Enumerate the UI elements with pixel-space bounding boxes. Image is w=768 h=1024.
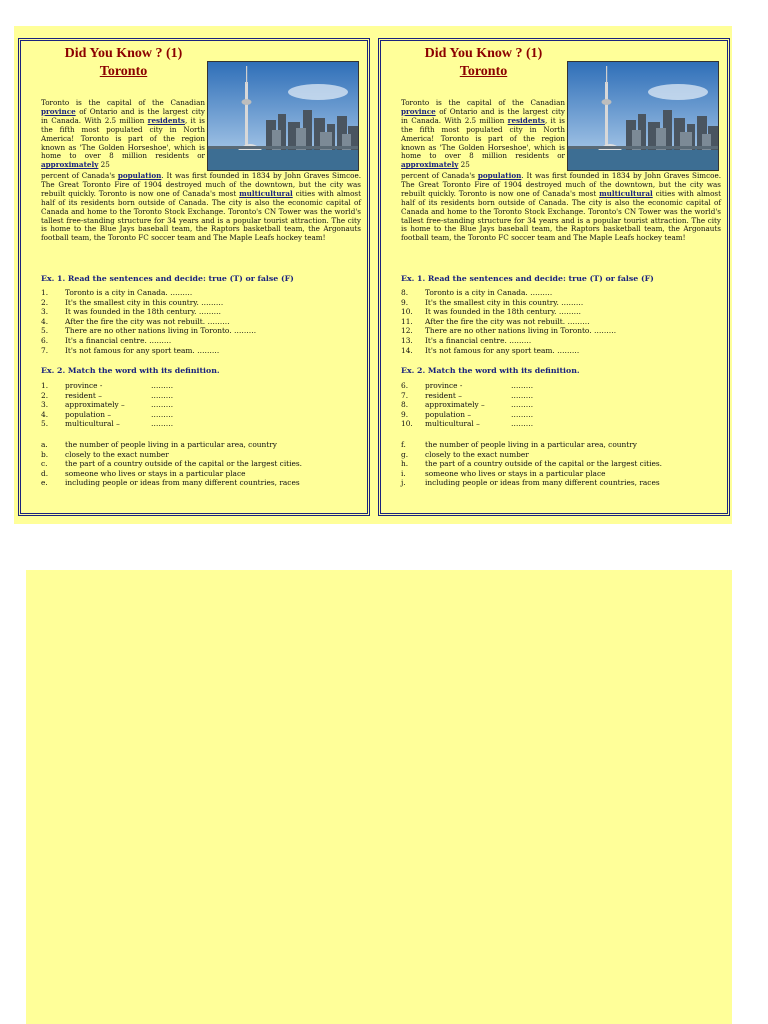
item-text: population – xyxy=(65,409,112,419)
item-number: 8. xyxy=(401,400,409,410)
item-text: approximately – xyxy=(65,400,125,410)
item-text: resident – xyxy=(65,390,102,400)
list-item xyxy=(41,381,361,391)
item-text: It's the smallest city in this country. ……… xyxy=(65,297,224,307)
item-text: resident – xyxy=(425,390,462,400)
item-text: province - xyxy=(425,381,463,390)
exercise-2-title: Ex. 2. Match the word with its definition. xyxy=(401,366,580,375)
item-text: including people or ideas from many different countries, races xyxy=(65,478,300,488)
true-false-list xyxy=(401,288,721,355)
item-number: d. xyxy=(41,468,49,478)
item-text: After the fire the city was not rebuilt. ……… xyxy=(425,316,590,326)
list-item xyxy=(401,459,721,469)
card xyxy=(378,38,730,516)
true-false-list xyxy=(41,288,361,355)
card-title xyxy=(21,45,226,81)
answer-blank[interactable]: ……… xyxy=(151,400,174,410)
intro-paragraph: Toronto is the capital of the Canadian province of Ontario and is the largest city in Canada. With 2.5 million residents, it is the fifth most populated city in North America! Toronto is part of the region known as 'The Golden Horseshoe', which is home to over 8 million residents or approximately 25 xyxy=(401,98,565,170)
intro-paragraph: Toronto is the capital of the Canadian province of Ontario and is the largest city in Canada. With 2.5 million residents, it is the fifth most populated city in North America! Toronto is part of the region known as 'The Golden Horseshoe', which is home to over 8 million residents or approximately 25 xyxy=(41,98,205,170)
list-item xyxy=(41,440,361,450)
list-item xyxy=(401,307,721,317)
item-text: someone who lives or stays in a particular place xyxy=(65,468,246,478)
item-number: 12. xyxy=(401,326,413,336)
answer-blank[interactable]: ……… xyxy=(511,419,534,429)
exercise-1-title: Ex. 1. Read the sentences and decide: true (T) or false (F) xyxy=(41,274,294,283)
match-words-list xyxy=(401,381,721,429)
item-number: 1. xyxy=(41,381,49,390)
item-number: j. xyxy=(401,478,406,488)
item-text: population – xyxy=(425,409,472,419)
item-number: 8. xyxy=(401,288,409,297)
answer-blank[interactable]: ……… xyxy=(151,419,174,429)
item-text: multicultural – xyxy=(425,419,480,429)
item-text: province - xyxy=(65,381,103,390)
item-number: 13. xyxy=(401,335,413,345)
body-paragraph: percent of Canada's population. It was first founded in 1834 by John Graves Simcoe. The Great Toronto Fire of 1904 destroyed much of the downtown, but the city was rebuilt quickly. Toronto is now one of Canada's most multicultural cities with almost half of its residents born outside of Canada. The city is also the economic capital of Canada and home to the Toronto Stock Exchange. Toronto's CN Tower was the world's tallest free-standing structure for 34 years and is a popular tourist attraction. The city is home to the Blue Jays baseball team, the Raptors basketball team, the Argonauts football team, the Toronto FC soccer team and The Maple Leafs hockey team! xyxy=(401,171,721,243)
item-number: 5. xyxy=(41,326,49,336)
item-text: multicultural – xyxy=(65,419,120,429)
item-number: b. xyxy=(41,449,49,459)
list-item xyxy=(41,336,361,346)
item-number: 4. xyxy=(41,316,49,326)
list-item xyxy=(41,288,361,298)
item-text: closely to the exact number xyxy=(65,449,169,459)
city-name: Toronto xyxy=(99,64,148,79)
item-number: 7. xyxy=(401,390,409,400)
exercise-2-title: Ex. 2. Match the word with its definition. xyxy=(41,366,220,375)
list-item xyxy=(401,400,721,410)
item-number: 4. xyxy=(41,409,49,419)
answer-blank[interactable]: ……… xyxy=(511,390,534,400)
list-item xyxy=(401,288,721,298)
item-text: It's a financial centre. ……… xyxy=(425,335,532,345)
item-number: 6. xyxy=(401,381,409,390)
item-text: including people or ideas from many different countries, races xyxy=(425,478,660,488)
item-number: 3. xyxy=(41,307,49,317)
item-text: It was founded in the 18th century. ……… xyxy=(65,307,222,317)
city-name: Toronto xyxy=(459,64,508,79)
item-text: There are no other nations living in Toronto. ……… xyxy=(65,326,257,336)
item-number: 10. xyxy=(401,419,413,429)
item-number: 10. xyxy=(401,307,413,317)
list-item xyxy=(401,298,721,308)
item-text: approximately – xyxy=(425,400,485,410)
item-number: 5. xyxy=(41,419,49,429)
item-number: c. xyxy=(41,459,48,469)
answer-blank[interactable]: ……… xyxy=(151,409,174,419)
answer-blank[interactable]: ……… xyxy=(511,409,534,419)
worksheet-page-top xyxy=(14,26,732,524)
toronto-skyline-photo xyxy=(567,61,719,171)
list-item xyxy=(401,317,721,327)
list-item xyxy=(41,419,361,429)
list-item xyxy=(41,469,361,479)
list-item xyxy=(41,450,361,460)
item-number: g. xyxy=(401,449,409,459)
list-item xyxy=(401,410,721,420)
heading: Did You Know ? (1) xyxy=(424,46,543,61)
item-number: 3. xyxy=(41,400,49,410)
list-item xyxy=(401,381,721,391)
item-text: the number of people living in a particular area, country xyxy=(425,440,637,449)
item-text: It's a financial centre. ……… xyxy=(65,335,172,345)
item-text: closely to the exact number xyxy=(425,449,529,459)
card xyxy=(18,38,370,516)
item-number: 14. xyxy=(401,345,413,355)
item-text: There are no other nations living in Toronto. ……… xyxy=(425,326,617,336)
item-text: the part of a country outside of the capital or the largest cities. xyxy=(425,459,663,469)
list-item xyxy=(401,450,721,460)
item-number: 2. xyxy=(41,297,49,307)
item-number: a. xyxy=(41,440,48,449)
definitions-list xyxy=(41,440,361,488)
list-item xyxy=(41,459,361,469)
list-item xyxy=(41,478,361,488)
card-title xyxy=(381,45,586,81)
list-item xyxy=(41,346,361,356)
toronto-skyline-photo xyxy=(207,61,359,171)
list-item xyxy=(41,410,361,420)
item-text: It's the smallest city in this country. ……… xyxy=(425,297,584,307)
item-text: someone who lives or stays in a particular place xyxy=(425,468,606,478)
item-number: 7. xyxy=(41,345,49,355)
answer-blank[interactable]: ……… xyxy=(151,390,174,400)
item-number: 9. xyxy=(401,409,409,419)
list-item xyxy=(401,440,721,450)
item-text: Toronto is a city in Canada. ……… xyxy=(65,288,193,297)
item-number: e. xyxy=(41,478,48,488)
list-item xyxy=(41,391,361,401)
item-text: It was founded in the 18th century. ……… xyxy=(425,307,582,317)
item-text: the part of a country outside of the capital or the largest cities. xyxy=(65,459,303,469)
list-item xyxy=(401,326,721,336)
body-paragraph: percent of Canada's population. It was first founded in 1834 by John Graves Simcoe. The Great Toronto Fire of 1904 destroyed much of the downtown, but the city was rebuilt quickly. Toronto is now one of Canada's most multicultural cities with almost half of its residents born outside of Canada. The city is also the economic capital of Canada and home to the Toronto Stock Exchange. Toronto's CN Tower was the world's tallest free-standing structure for 34 years and is a popular tourist attraction. The city is home to the Blue Jays baseball team, the Raptors basketball team, the Argonauts football team, the Toronto FC soccer team and The Maple Leafs hockey team! xyxy=(41,171,361,243)
item-number: 1. xyxy=(41,288,49,297)
worksheet-page-bottom xyxy=(26,570,732,1024)
list-item xyxy=(401,419,721,429)
list-item xyxy=(41,307,361,317)
item-number: 9. xyxy=(401,297,409,307)
item-number: 6. xyxy=(41,335,49,345)
item-text: the number of people living in a particular area, country xyxy=(65,440,277,449)
answer-blank[interactable]: ……… xyxy=(151,381,174,390)
exercise-1-title: Ex. 1. Read the sentences and decide: true (T) or false (F) xyxy=(401,274,654,283)
item-number: i. xyxy=(401,468,406,478)
item-text: After the fire the city was not rebuilt. ……… xyxy=(65,316,230,326)
list-item xyxy=(401,336,721,346)
list-item xyxy=(401,469,721,479)
item-text: It's not famous for any sport team. ……… xyxy=(425,345,580,355)
answer-blank[interactable]: ……… xyxy=(511,381,534,390)
definitions-list xyxy=(401,440,721,488)
item-text: Toronto is a city in Canada. ……… xyxy=(425,288,553,297)
item-number: h. xyxy=(401,459,409,469)
list-item xyxy=(401,391,721,401)
answer-blank[interactable]: ……… xyxy=(511,400,534,410)
item-number: 11. xyxy=(401,316,413,326)
item-text: It's not famous for any sport team. ……… xyxy=(65,345,220,355)
list-item xyxy=(41,298,361,308)
list-item xyxy=(41,400,361,410)
item-number: f. xyxy=(401,440,406,449)
list-item xyxy=(41,326,361,336)
heading: Did You Know ? (1) xyxy=(64,46,183,61)
match-words-list xyxy=(41,381,361,429)
list-item xyxy=(401,346,721,356)
item-number: 2. xyxy=(41,390,49,400)
list-item xyxy=(41,317,361,327)
list-item xyxy=(401,478,721,488)
